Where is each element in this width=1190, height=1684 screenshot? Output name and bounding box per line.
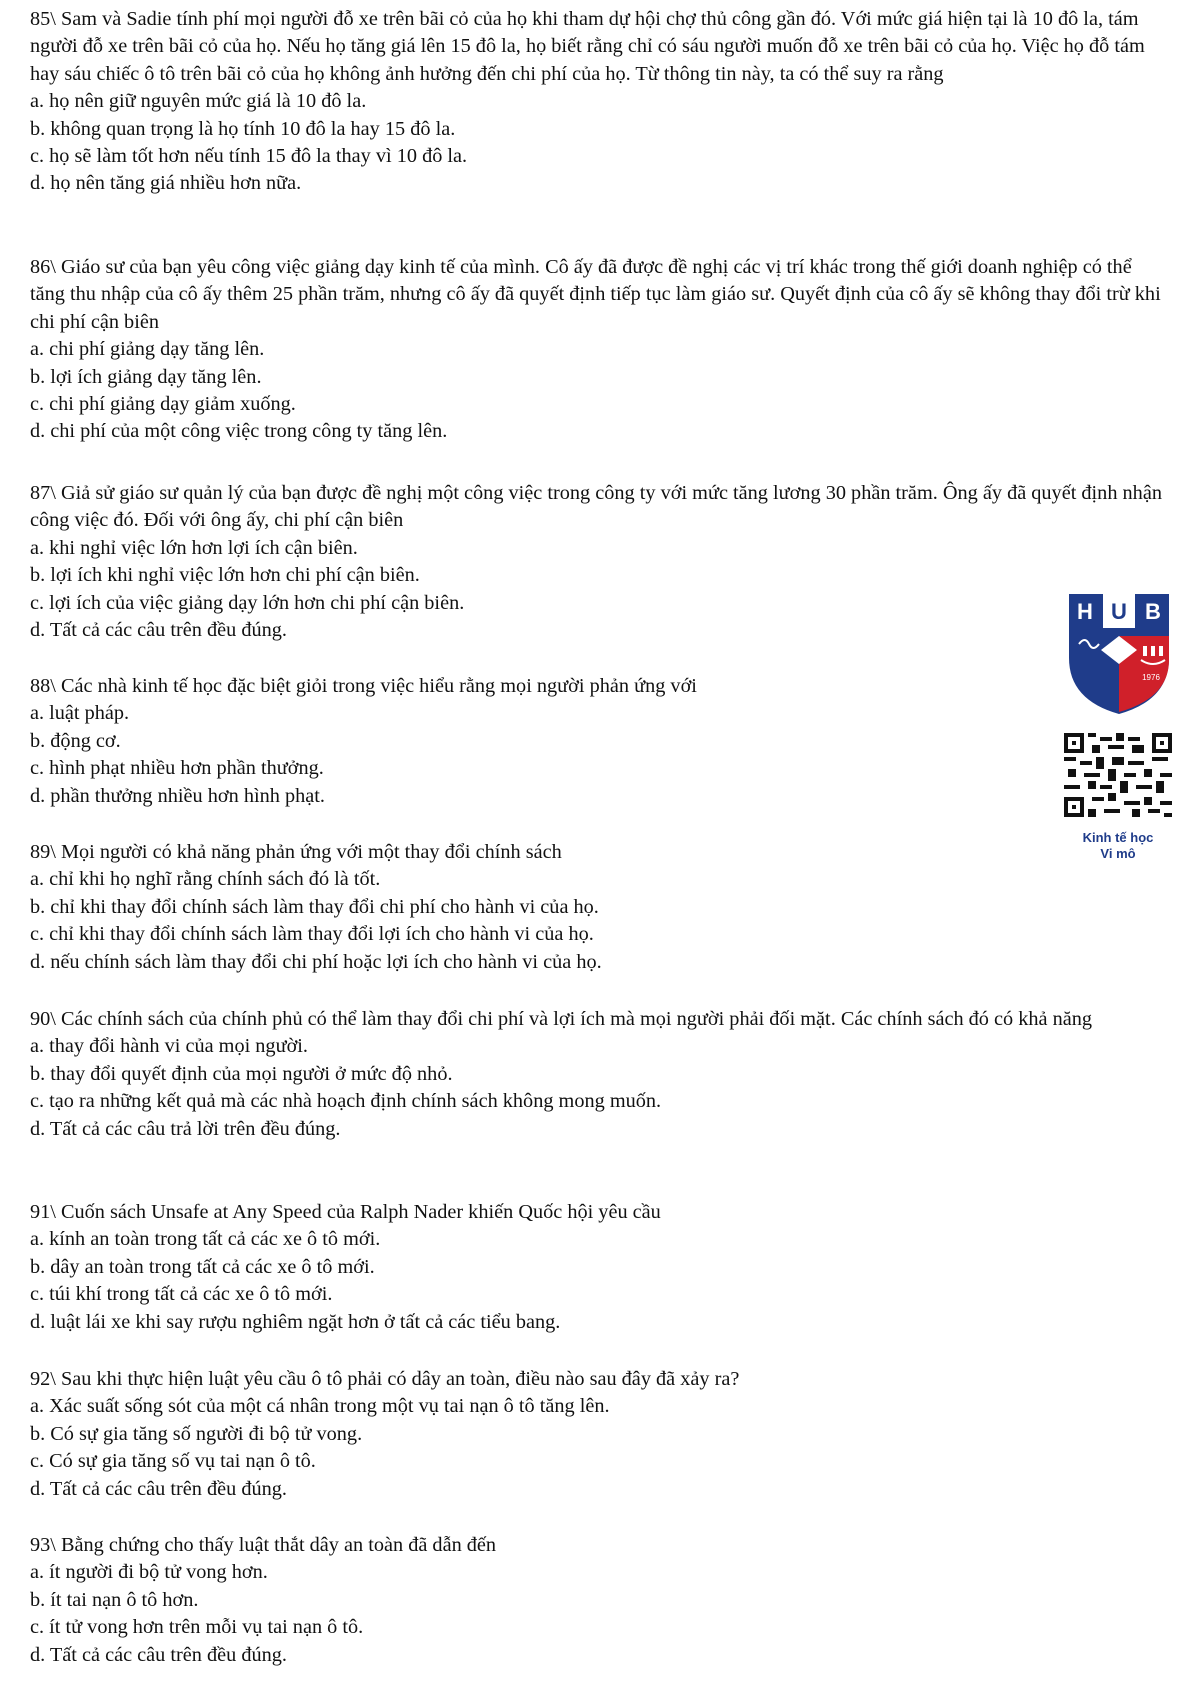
logo-year: 1976 — [1142, 673, 1160, 682]
question-90 — [30, 1006, 1170, 1143]
hub-logo-icon — [1065, 588, 1173, 718]
option-a: a. thay đổi hành vi của mọi người. — [30, 1035, 308, 1058]
option-c: c. họ sẽ làm tốt hơn nếu tính 15 đô la thay vì 10 đô la. — [30, 145, 468, 168]
option-b: b. không quan trọng là họ tính 10 đô la hay 15 đô la. — [30, 117, 456, 140]
logo-letter-h: H — [1077, 599, 1093, 624]
question-87 — [30, 480, 1170, 644]
option-b: b. động cơ. — [30, 729, 121, 752]
question-stem: 90\ Các chính sách của chính phủ có thể làm thay đổi chi phí và lợi ích mà mọi người phải đối mặt. Các chính sách đó có khả năng — [30, 1008, 1093, 1030]
option-d: d. chi phí của một công việc trong công ty tăng lên. — [30, 420, 448, 443]
option-c: c. lợi ích của việc giảng dạy lớn hơn chi phí cận biên. — [30, 591, 465, 614]
question-stem: 88\ Các nhà kinh tế học đặc biệt giỏi trong việc hiểu rằng mọi người phản ứng với — [30, 675, 697, 697]
question-stem: 87\ Giả sử giáo sư quản lý của bạn được đề nghị một công việc trong công ty với mức tăng lương 30 phần trăm. Ông ấy đã quyết định nhận công việc đó. Đối với ông ấy, chi phí cận biên — [30, 482, 1162, 532]
question-stem: 85\ Sam và Sadie tính phí mọi người đỗ xe trên bãi cỏ của họ khi tham dự hội chợ thủ công gần đó. Với mức giá hiện tại là 10 đô la, tám người đỗ xe trên bãi cỏ của họ. Nếu họ tăng giá lên 15 đô la, họ biết rằng chỉ có sáu người muốn đỗ xe trên bãi cỏ của họ. Việc họ đỗ tám hay sáu chiếc ô tô trên bãi cỏ của họ không ảnh hưởng đến chi phí của họ. Từ thông tin này, ta có thể suy ra rằng — [30, 8, 1145, 85]
question-stem: 92\ Sau khi thực hiện luật yêu cầu ô tô phải có dây an toàn, điều nào sau đây đã xảy ra? — [30, 1368, 740, 1390]
option-b: b. chỉ khi thay đổi chính sách làm thay đổi chi phí cho hành vi của họ. — [30, 895, 599, 918]
logo-letter-u: U — [1111, 599, 1127, 624]
option-b: b. ít tai nạn ô tô hơn. — [30, 1588, 199, 1611]
qr-code-icon — [1064, 732, 1172, 818]
option-a: a. luật pháp. — [30, 702, 130, 725]
option-b: b. lợi ích giảng dạy tăng lên. — [30, 365, 262, 388]
question-91 — [30, 1199, 1170, 1336]
question-92 — [30, 1366, 1170, 1503]
subject-label — [1060, 830, 1176, 862]
option-c: c. Có sự gia tăng số vụ tai nạn ô tô. — [30, 1450, 316, 1473]
question-stem: 91\ Cuốn sách Unsafe at Any Speed của Ralph Nader khiến Quốc hội yêu cầu — [30, 1201, 661, 1223]
subject-line-1: Kinh tế học — [1082, 830, 1154, 845]
question-85 — [30, 6, 1170, 198]
option-d: d. luật lái xe khi say rượu nghiêm ngặt hơn ở tất cả các tiểu bang. — [30, 1310, 561, 1333]
option-c: c. ít tử vong hơn trên mỗi vụ tai nạn ô tô. — [30, 1616, 364, 1639]
option-d: d. Tất cả các câu trả lời trên đều đúng. — [30, 1117, 341, 1140]
question-stem: 89\ Mọi người có khả năng phản ứng với một thay đổi chính sách — [30, 841, 562, 863]
question-89 — [30, 839, 850, 976]
subject-line-2: Vi mô — [1100, 846, 1136, 861]
question-93 — [30, 1532, 1170, 1669]
option-c: c. túi khí trong tất cả các xe ô tô mới. — [30, 1283, 333, 1306]
option-d: d. Tất cả các câu trên đều đúng. — [30, 1477, 287, 1500]
option-a: a. khi nghỉ việc lớn hơn lợi ích cận biên. — [30, 536, 358, 559]
option-b: b. dây an toàn trong tất cả các xe ô tô mới. — [30, 1255, 375, 1278]
option-c: c. chỉ khi thay đổi chính sách làm thay đổi lợi ích cho hành vi của họ. — [30, 923, 594, 946]
option-a: a. họ nên giữ nguyên mức giá là 10 đô la. — [30, 90, 367, 113]
option-a: a. kính an toàn trong tất cả các xe ô tô mới. — [30, 1228, 381, 1251]
option-d: d. phần thưởng nhiều hơn hình phạt. — [30, 784, 325, 807]
option-a: a. ít người đi bộ tử vong hơn. — [30, 1561, 268, 1584]
option-a: a. chi phí giảng dạy tăng lên. — [30, 338, 265, 361]
question-86 — [30, 254, 1170, 446]
question-stem: 86\ Giáo sư của bạn yêu công việc giảng dạy kinh tế của mình. Cô ấy đã được đề nghị các vị trí khác trong thế giới doanh nghiệp có thể tăng thu nhập của cô ấy thêm 25 phần trăm, nhưng cô ấy đã quyết định tiếp tục làm giáo sư. Quyết định của cô ấy sẽ không thay đổi trừ khi chi phí cận biên — [30, 256, 1161, 333]
option-c: c. tạo ra những kết quả mà các nhà hoạch định chính sách không mong muốn. — [30, 1090, 662, 1113]
logo-letter-b: B — [1145, 599, 1161, 624]
option-b: b. lợi ích khi nghỉ việc lớn hơn chi phí cận biên. — [30, 564, 420, 587]
question-88 — [30, 673, 850, 810]
option-d: d. nếu chính sách làm thay đổi chi phí hoặc lợi ích cho hành vi của họ. — [30, 950, 602, 973]
option-c: c. hình phạt nhiều hơn phần thưởng. — [30, 757, 324, 780]
option-c: c. chi phí giảng dạy giảm xuống. — [30, 393, 296, 416]
option-d: d. họ nên tăng giá nhiều hơn nữa. — [30, 172, 302, 195]
option-a: a. chỉ khi họ nghĩ rằng chính sách đó là tốt. — [30, 868, 381, 891]
question-stem: 93\ Bằng chứng cho thấy luật thắt dây an toàn đã dẫn đến — [30, 1534, 497, 1556]
option-b: b. Có sự gia tăng số người đi bộ tử vong. — [30, 1422, 363, 1445]
option-d: d. Tất cả các câu trên đều đúng. — [30, 619, 287, 642]
option-b: b. thay đổi quyết định của mọi người ở mức độ nhỏ. — [30, 1062, 453, 1085]
option-a: a. Xác suất sống sót của một cá nhân trong một vụ tai nạn ô tô tăng lên. — [30, 1395, 610, 1418]
option-d: d. Tất cả các câu trên đều đúng. — [30, 1643, 287, 1666]
